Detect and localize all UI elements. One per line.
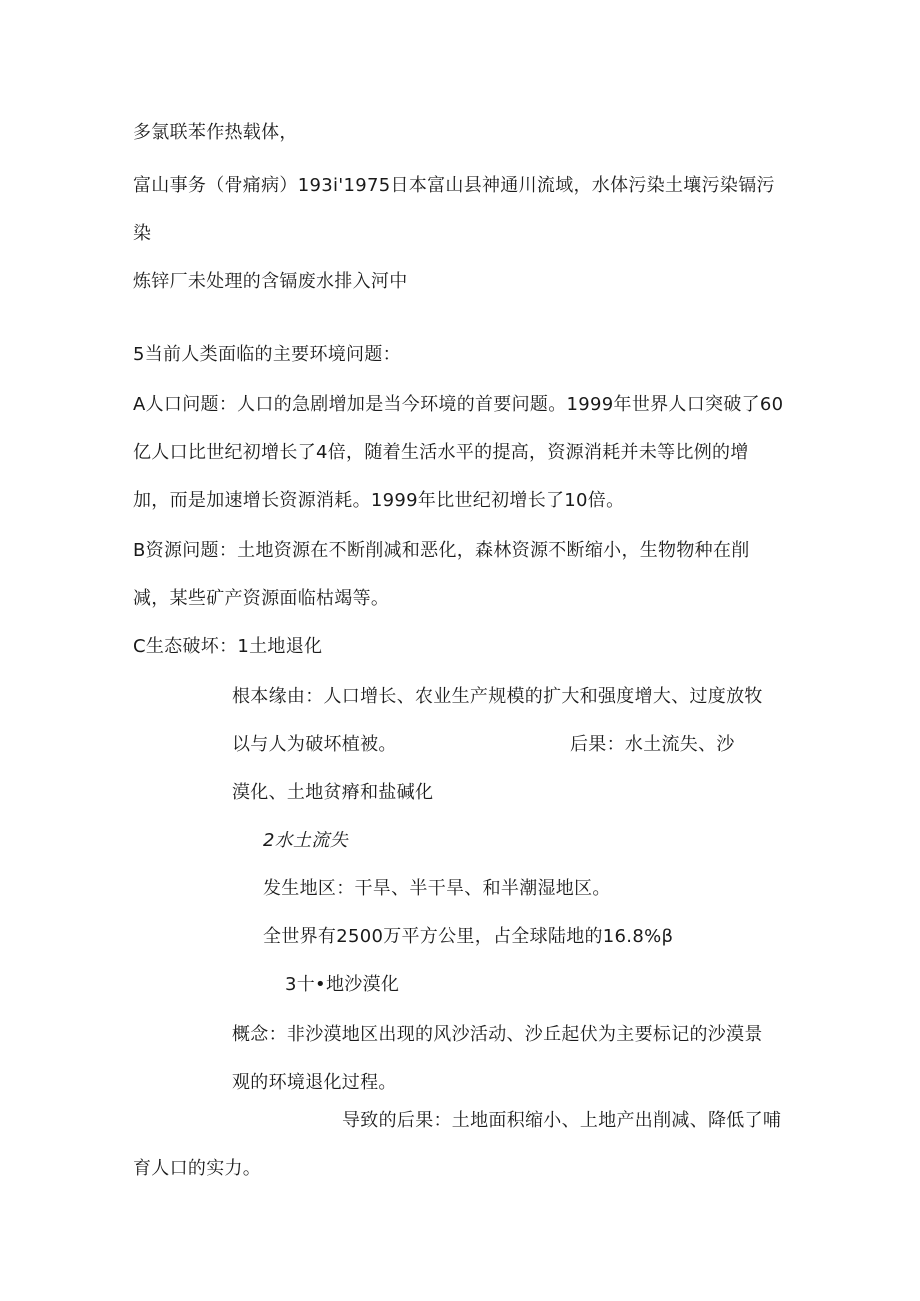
text-line-concept-1: 概念：非沙漠地区出现的风沙活动、沙丘起伏为主要标记的沙漠景: [232, 1024, 763, 1045]
text-line-toyama-continued: 染: [133, 223, 152, 244]
text-line-resources-2: 减，某些矿产资源面临枯竭等。: [133, 588, 390, 609]
text-line-erosion-regions: 发生地区：干旱、半干旱、和半潮湿地区。: [263, 878, 611, 899]
text-line-population-1: A人口问题：人口的急剧增加是当今环境的首要问题。1999年世界人口突破了60: [133, 394, 784, 415]
text-line-root-cause-1: 根本缘由：人口增长、农业生产规模的扩大和强度增大、过度放牧: [232, 686, 763, 707]
text-line-zinc-plant: 炼锌厂未处理的含镉废水排入河中: [133, 271, 408, 292]
text-line-pcb: 多氯联苯作热载体，: [133, 122, 298, 143]
subheading-desertification: 3十•地沙漠化: [285, 974, 400, 995]
text-line-root-cause-2: 以与人为破坏植被。: [232, 734, 397, 755]
section-heading-environment-problems: 5当前人类面临的主要环境问题：: [133, 344, 401, 365]
text-line-resources-1: B资源问题：土地资源在不断削减和恶化，森林资源不断缩小，生物物种在削: [133, 540, 750, 561]
text-line-population-3: 加，而是加速增长资源消耗。1999年比世纪初增长了10倍。: [133, 490, 625, 511]
text-line-population-2: 亿人口比世纪初增长了4倍，随着生活水平的提高，资源消耗并未等比例的增: [133, 442, 749, 463]
text-line-result-2: 育人口的实力。: [133, 1158, 262, 1179]
text-line-erosion-area: 全世界有2500万平方公里，占全球陆地的16.8%β: [263, 926, 674, 947]
text-line-concept-2: 观的环境退化过程。: [232, 1072, 397, 1093]
text-line-consequence: 后果：水土流失、沙: [570, 734, 735, 755]
text-line-ecology-heading: C生态破坏：1土地退化: [133, 636, 323, 657]
text-line-result-1: 导致的后果：土地面积缩小、上地产出削减、降低了哺: [342, 1110, 782, 1131]
text-line-toyama-incident: 富山事务（骨痛病）193i'1975日本富山县神通川流域，水体污染土壤污染镉污: [133, 175, 775, 196]
text-line-consequence-continued: 漠化、土地贫瘠和盐碱化: [232, 782, 434, 803]
subheading-soil-erosion: 2水土流失: [263, 830, 348, 851]
